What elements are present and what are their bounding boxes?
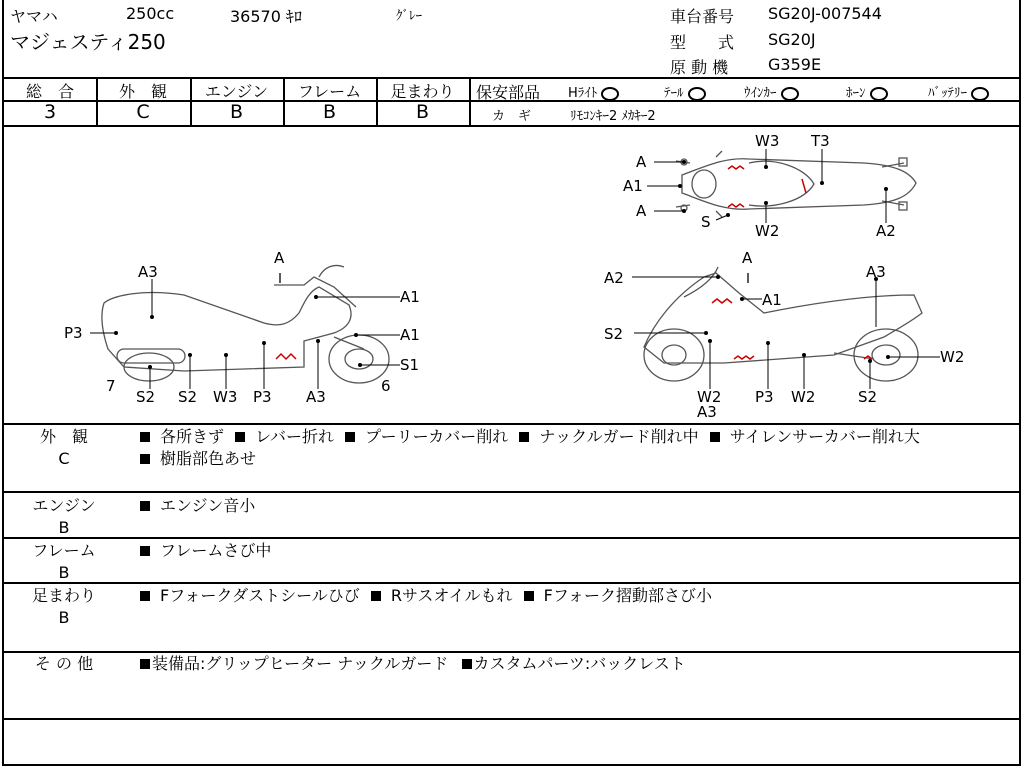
- bullet-square-icon: [140, 659, 150, 669]
- engine-remarks: [138, 495, 255, 517]
- bullet-square-icon: [524, 591, 534, 601]
- diagram-label: A3: [697, 403, 717, 421]
- diagram-label: A1: [623, 177, 643, 195]
- safety-item-label: ﾊﾞｯﾃﾘｰ: [928, 86, 967, 101]
- diagram-label: A1: [400, 288, 420, 306]
- type-value: SG20J: [768, 30, 816, 49]
- section-title: 外 観: [39, 427, 88, 446]
- frame-no: SG20J-007544: [768, 4, 882, 23]
- divider: [4, 718, 1019, 720]
- bullet-square-icon: [140, 501, 150, 511]
- remark: フレームさび中: [160, 541, 272, 560]
- exterior-remarks: [138, 426, 920, 448]
- diagram-label: W3: [755, 132, 780, 150]
- diagram-label: S2: [178, 388, 198, 406]
- remark: 樹脂部色あせ: [160, 449, 257, 468]
- remark: 各所きず: [160, 427, 225, 446]
- diagram-label: P3: [755, 388, 774, 406]
- remark: カスタムパーツ:バックレスト: [473, 654, 686, 673]
- exterior-remarks-2: [138, 448, 256, 470]
- divider: [190, 77, 192, 125]
- diagram-label: A1: [762, 291, 782, 309]
- diagram-label: 6: [381, 377, 391, 395]
- key-value: ﾘﾓｺﾝｷｰ2 ﾒｶｷｰ2: [570, 109, 656, 124]
- safety-item-tail: [664, 82, 706, 101]
- divider: [4, 100, 469, 102]
- frame-remarks: [138, 540, 271, 562]
- displacement: 250cc: [126, 4, 175, 23]
- model-name: マジェスティ250: [10, 30, 166, 54]
- mileage: 36570 ｷﾛ: [230, 7, 302, 26]
- suspension-remarks: [138, 585, 712, 607]
- safety-item-winker: [744, 82, 799, 101]
- frame-no-label: 車台番号: [670, 7, 735, 26]
- damage-diagram: [4, 127, 1023, 423]
- remark: プーリーカバー削れ: [365, 427, 509, 446]
- divider: [4, 491, 1019, 493]
- grade-total: 3: [43, 101, 57, 123]
- bullet-square-icon: [371, 591, 381, 601]
- divider: [96, 77, 98, 125]
- type-label: 型 式: [670, 33, 735, 52]
- bullet-square-icon: [140, 591, 150, 601]
- bullet-square-icon: [710, 432, 720, 442]
- section-grade: B: [58, 608, 70, 627]
- diagram-label: W2: [755, 222, 780, 240]
- grade-head-frame: フレーム: [297, 82, 362, 101]
- grade-suspension: B: [415, 101, 430, 123]
- color: ｸﾞﾚｰ: [396, 9, 422, 24]
- section-title: エンジン: [32, 496, 96, 515]
- bullet-square-icon: [462, 659, 472, 669]
- remark: Fフォーク摺動部さび小: [543, 586, 713, 605]
- other-remarks: [138, 653, 686, 675]
- diagram-label: W2: [791, 388, 816, 406]
- diagram-label: W2: [697, 388, 722, 406]
- remark: Rサスオイルもれ: [390, 586, 513, 605]
- remark: サイレンサーカバー削れ大: [729, 427, 920, 446]
- bullet-square-icon: [519, 432, 529, 442]
- section-grade: C: [58, 449, 70, 468]
- diagram-label: A2: [876, 222, 896, 240]
- safety-item-label: ﾎｰﾝ: [846, 86, 866, 101]
- diagram-label: S2: [604, 325, 624, 343]
- divider: [4, 582, 1019, 584]
- remark: Fフォークダストシールひび: [160, 586, 360, 605]
- safety-item-label: ｳｲﾝｶｰ: [744, 86, 777, 101]
- ok-circle-icon: [781, 87, 799, 101]
- inspection-sheet: [2, 0, 1021, 766]
- diagram-label: A3: [306, 388, 326, 406]
- safety-item-headlight: [568, 82, 619, 101]
- section-title: そ の 他: [34, 654, 94, 673]
- diagram-label: 7: [106, 377, 116, 395]
- grade-exterior: C: [136, 101, 150, 123]
- divider: [4, 423, 1019, 425]
- safety-item-label: ﾃｰﾙ: [664, 86, 684, 101]
- diagram-label: P3: [64, 324, 83, 342]
- bullet-square-icon: [140, 432, 150, 442]
- diagram-label: A: [742, 249, 753, 267]
- diagram-label: A: [636, 153, 647, 171]
- diagram-label: A2: [604, 269, 624, 287]
- diagram-label: S2: [858, 388, 878, 406]
- diagram-label: S2: [136, 388, 156, 406]
- safety-label: 保安部品: [476, 83, 541, 102]
- divider: [469, 77, 471, 125]
- diagram-label: P3: [253, 388, 272, 406]
- section-grade: B: [58, 518, 70, 537]
- diagram-label: T3: [811, 132, 830, 150]
- grade-head-engine: エンジン: [204, 82, 269, 101]
- bullet-square-icon: [140, 546, 150, 556]
- engine-value: G359E: [768, 55, 822, 74]
- remark: レバー折れ: [255, 427, 334, 446]
- divider: [283, 77, 285, 125]
- bullet-square-icon: [140, 454, 150, 464]
- bullet-square-icon: [345, 432, 355, 442]
- engine-label: 原 動 機: [670, 58, 729, 77]
- grade-frame: B: [322, 101, 337, 123]
- safety-item-battery: [928, 82, 989, 101]
- safety-item-label: Hﾗｲﾄ: [568, 86, 598, 101]
- diagram-label: W3: [213, 388, 238, 406]
- grade-head-suspension: 足まわり: [390, 82, 455, 101]
- section-title: 足まわり: [31, 586, 96, 605]
- divider: [376, 77, 378, 125]
- ok-circle-icon: [688, 87, 706, 101]
- diagram-label: A3: [866, 263, 886, 281]
- grade-engine: B: [229, 101, 244, 123]
- diagram-label: A: [274, 249, 285, 267]
- section-grade: B: [58, 563, 70, 582]
- diagram-label: S: [701, 213, 711, 231]
- key-label: カ ギ: [492, 109, 532, 124]
- safety-item-horn: [846, 82, 888, 101]
- remark: エンジン音小: [160, 496, 256, 515]
- divider: [4, 537, 1019, 539]
- section-title: フレーム: [32, 541, 96, 560]
- remark: ナックルガード削れ中: [539, 427, 699, 446]
- diagram-label: S1: [400, 356, 420, 374]
- ok-circle-icon: [601, 87, 619, 101]
- maker: ヤマハ: [10, 7, 58, 26]
- grade-head-exterior: 外 観: [118, 82, 167, 101]
- diagram-label: A: [636, 202, 647, 220]
- ok-circle-icon: [870, 87, 888, 101]
- diagram-label: W2: [940, 348, 965, 366]
- ok-circle-icon: [971, 87, 989, 101]
- diagram-label: A1: [400, 326, 420, 344]
- grade-head-total: 総 合: [25, 82, 74, 101]
- remark: 装備品:グリップヒーター ナックルガード: [152, 654, 449, 673]
- bullet-square-icon: [235, 432, 245, 442]
- diagram-label: A3: [138, 263, 158, 281]
